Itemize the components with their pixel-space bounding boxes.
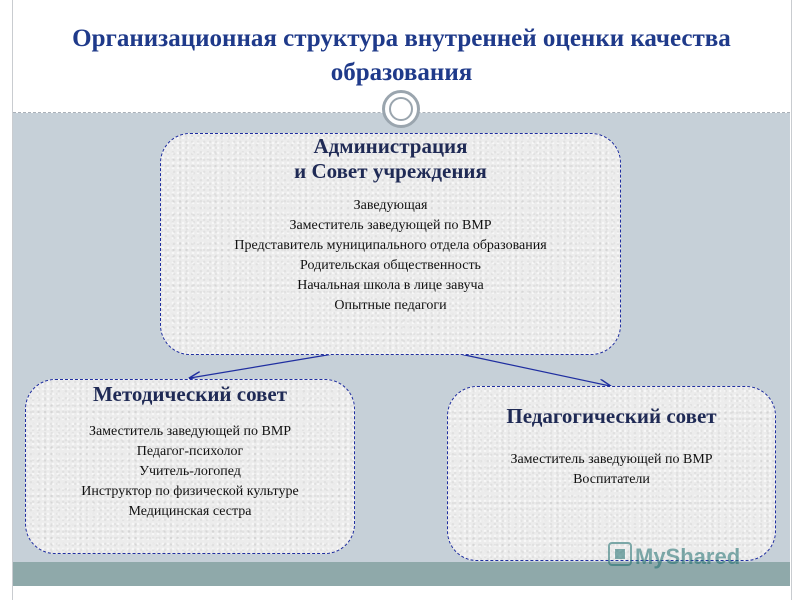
- administration-title-line2: и Совет учреждения: [294, 159, 487, 183]
- member-item: Начальная школа в лице завуча: [297, 278, 484, 293]
- member-item: Заместитель заведующей по ВМР: [88, 424, 292, 439]
- member-item: Воспитатели: [573, 472, 650, 487]
- methodical-council-title: Методический совет: [92, 382, 288, 406]
- member-item: Инструктор по физической культуре: [81, 484, 299, 499]
- methodical-council-members: [26, 422, 354, 522]
- member-item: Медицинская сестра: [128, 504, 252, 519]
- pedagogical-council-members: [448, 450, 775, 490]
- member-item: Заместитель заведующей по ВМР: [289, 218, 492, 233]
- member-item: Учитель-логопед: [139, 464, 241, 479]
- member-item: Педагог-психолог: [136, 444, 244, 459]
- methodical-council-box: [25, 379, 355, 554]
- administration-title: [161, 134, 620, 184]
- administration-members: [161, 196, 620, 316]
- watermark-logo: [607, 537, 767, 575]
- slide-title: Организационная структура внутренней оценки качества образования: [72, 25, 731, 86]
- administration-title-line1: Администрация: [313, 134, 468, 158]
- member-item: Родительская общественность: [300, 258, 481, 273]
- member-item: Опытные педагоги: [334, 298, 447, 313]
- member-item: Заместитель заведующей по ВМР: [510, 452, 713, 467]
- member-item: Заведующая: [353, 198, 428, 213]
- pedagogical-council-box: [447, 386, 776, 561]
- arrow-to-pedagogical: [460, 354, 610, 386]
- pedagogical-council-title: Педагогический совет: [506, 404, 717, 428]
- member-item: Представитель муниципального отдела образования: [234, 238, 547, 253]
- administration-box: [160, 133, 621, 355]
- arrow-to-methodical: [190, 354, 333, 378]
- svg-text:MyShared: MyShared: [635, 544, 741, 569]
